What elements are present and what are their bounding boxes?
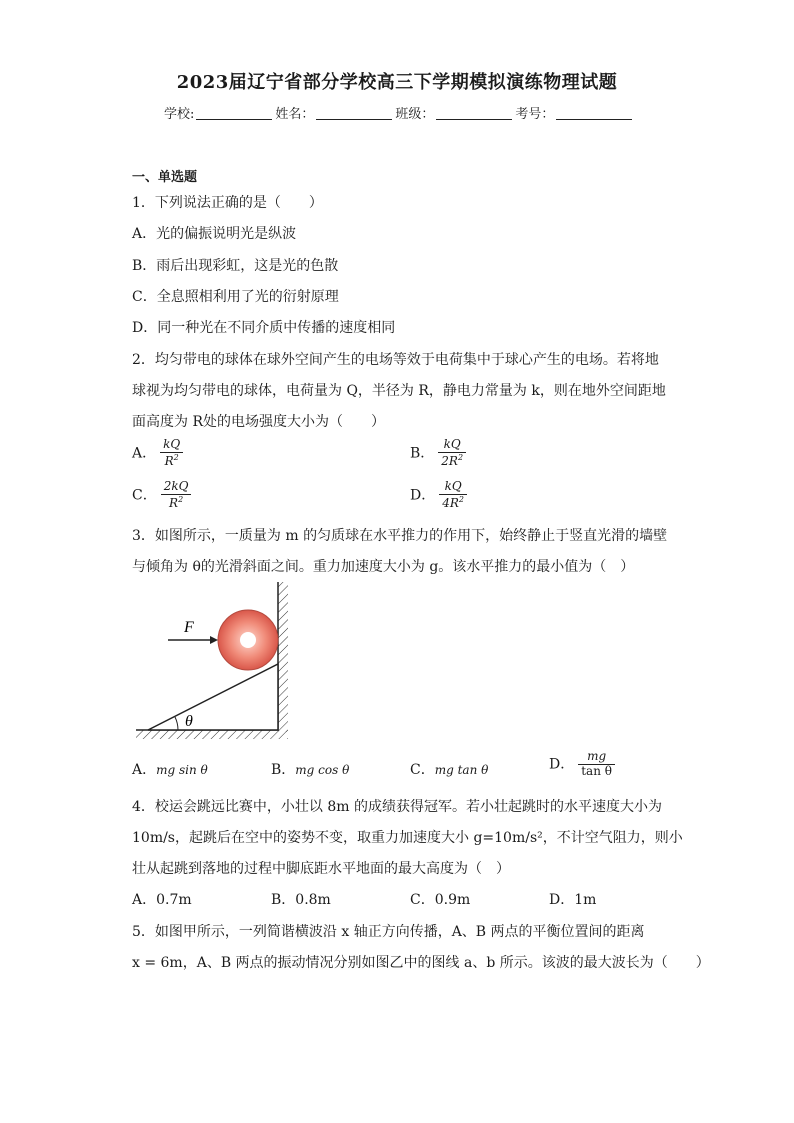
q2-option-b-fraction	[438, 438, 466, 469]
q2-stem-line3: 面高度为 R处的电场强度大小为（ ）	[132, 414, 385, 430]
number-blank[interactable]	[556, 106, 632, 120]
q2-c-numerator: 2kQ	[161, 480, 192, 495]
force-label: F	[184, 619, 194, 636]
q2-a-numerator: kQ	[160, 438, 183, 453]
q2-b-numerator: kQ	[438, 438, 466, 453]
q5-stem-line1: 5．如图甲所示，一列简谐横波沿 x 轴正方向传播，A、B 两点的平衡位置间的距离	[132, 924, 645, 940]
q1-option-c: C．全息照相利用了光的衍射原理	[132, 289, 339, 305]
q4-stem-line1: 4．校运会跳远比赛中，小壮以 8m 的成绩获得冠军。若小壮起跳时的水平速度大小为	[132, 799, 662, 815]
q2-option-b	[410, 438, 466, 469]
q5-stem-line2: x = 6m，A、B 两点的振动情况分别如图乙中的图线 a、b 所示。该波的最大波长为（ ）	[132, 955, 710, 971]
q3-option-b	[271, 759, 349, 779]
school-label: 学校:	[164, 107, 195, 122]
q3-option-d-label: D．	[549, 756, 575, 773]
q2-option-b-label: B．	[410, 445, 435, 462]
ground-hatch	[136, 730, 288, 739]
student-info-row	[164, 103, 635, 122]
q4-option-b: B．0.8m	[271, 892, 331, 908]
q3-option-c-expr: mg tan θ	[434, 763, 489, 777]
q2-c-exponent: 2	[178, 494, 184, 504]
q2-a-denominator: R	[164, 453, 174, 468]
name-blank[interactable]	[316, 106, 392, 120]
q2-option-d-fraction	[439, 480, 467, 511]
q3-d-numerator: mg	[578, 750, 615, 765]
q3-stem-line2: 与倾角为 θ的光滑斜面之间。重力加速度大小为 g。该水平推力的最小值为（ ）	[132, 559, 635, 575]
q4-stem-line3: 壮从起跳到落地的过程中脚底距水平地面的最大高度为（ ）	[132, 861, 510, 877]
q2-option-c-label: C．	[132, 487, 157, 504]
q3-option-a-expr: mg sin θ	[156, 763, 208, 777]
q3-option-a	[132, 759, 208, 779]
q3-option-c-label: C．	[410, 762, 435, 778]
q1-stem: 1．下列说法正确的是（ ）	[132, 195, 323, 211]
class-label: 班级：	[395, 107, 435, 122]
ball-center	[240, 632, 256, 648]
q2-b-denominator: 2R	[441, 453, 458, 468]
q1-option-d: D．同一种光在不同介质中传播的速度相同	[132, 320, 396, 336]
q2-a-exponent: 2	[173, 452, 179, 462]
q2-option-c	[132, 480, 191, 511]
q3-stem-line1: 3．如图所示，一质量为 m 的匀质球在水平推力的作用下，始终静止于竖直光滑的墙壁	[132, 528, 668, 544]
q2-b-exponent: 2	[457, 452, 464, 462]
q2-stem-line2: 球视为均匀带电的球体，电荷量为 Q，半径为 R，静电力常量为 k，则在地外空间距地	[132, 383, 666, 399]
q2-d-exponent: 2	[458, 494, 464, 504]
q2-d-denominator: 4R	[442, 495, 459, 510]
q2-c-denominator: R	[169, 495, 179, 510]
q3-option-d	[549, 750, 615, 779]
q2-option-c-fraction	[161, 480, 192, 511]
q3-diagram	[132, 580, 302, 745]
name-label: 姓名：	[275, 107, 315, 122]
q3-option-a-label: A．	[132, 762, 157, 778]
number-label: 考号：	[515, 107, 555, 122]
angle-label: θ	[185, 713, 193, 730]
q1-option-b: B．雨后出现彩虹，这是光的色散	[132, 258, 339, 274]
page-title: 2023届辽宁省部分学校高三下学期模拟演练物理试题	[176, 72, 618, 93]
q2-stem-line1: 2．均匀带电的球体在球外空间产生的电场等效于电荷集中于球心产生的电场。若将地	[132, 352, 659, 368]
q2-d-numerator: kQ	[439, 480, 467, 495]
q4-option-a: A．0.7m	[132, 892, 192, 908]
q4-stem-line2: 10m/s，起跳后在空中的姿势不变，取重力加速度大小 g=10m/s²，不计空气阻力，则小	[132, 830, 683, 846]
force-arrowhead	[210, 636, 218, 644]
q3-option-d-fraction	[578, 750, 615, 779]
q2-option-d-label: D．	[410, 487, 436, 504]
q3-option-b-label: B．	[271, 762, 296, 778]
q2-option-a	[132, 438, 183, 469]
q2-option-d	[410, 480, 467, 511]
q2-option-a-label: A．	[132, 445, 157, 462]
q4-option-c: C．0.9m	[410, 892, 471, 908]
wall-hatch	[278, 582, 288, 732]
school-blank[interactable]	[196, 106, 272, 120]
incline	[148, 664, 278, 730]
q1-option-a: A．光的偏振说明光是纵波	[132, 226, 297, 242]
q3-option-c	[410, 759, 488, 779]
q2-option-a-fraction	[160, 438, 183, 469]
class-blank[interactable]	[436, 106, 512, 120]
section-heading: 一、单选题	[132, 170, 198, 185]
q3-figure	[132, 580, 302, 749]
q3-option-b-expr: mg cos θ	[295, 763, 350, 777]
q3-d-denominator: tan θ	[581, 763, 612, 778]
q4-option-d: D．1m	[549, 892, 597, 908]
